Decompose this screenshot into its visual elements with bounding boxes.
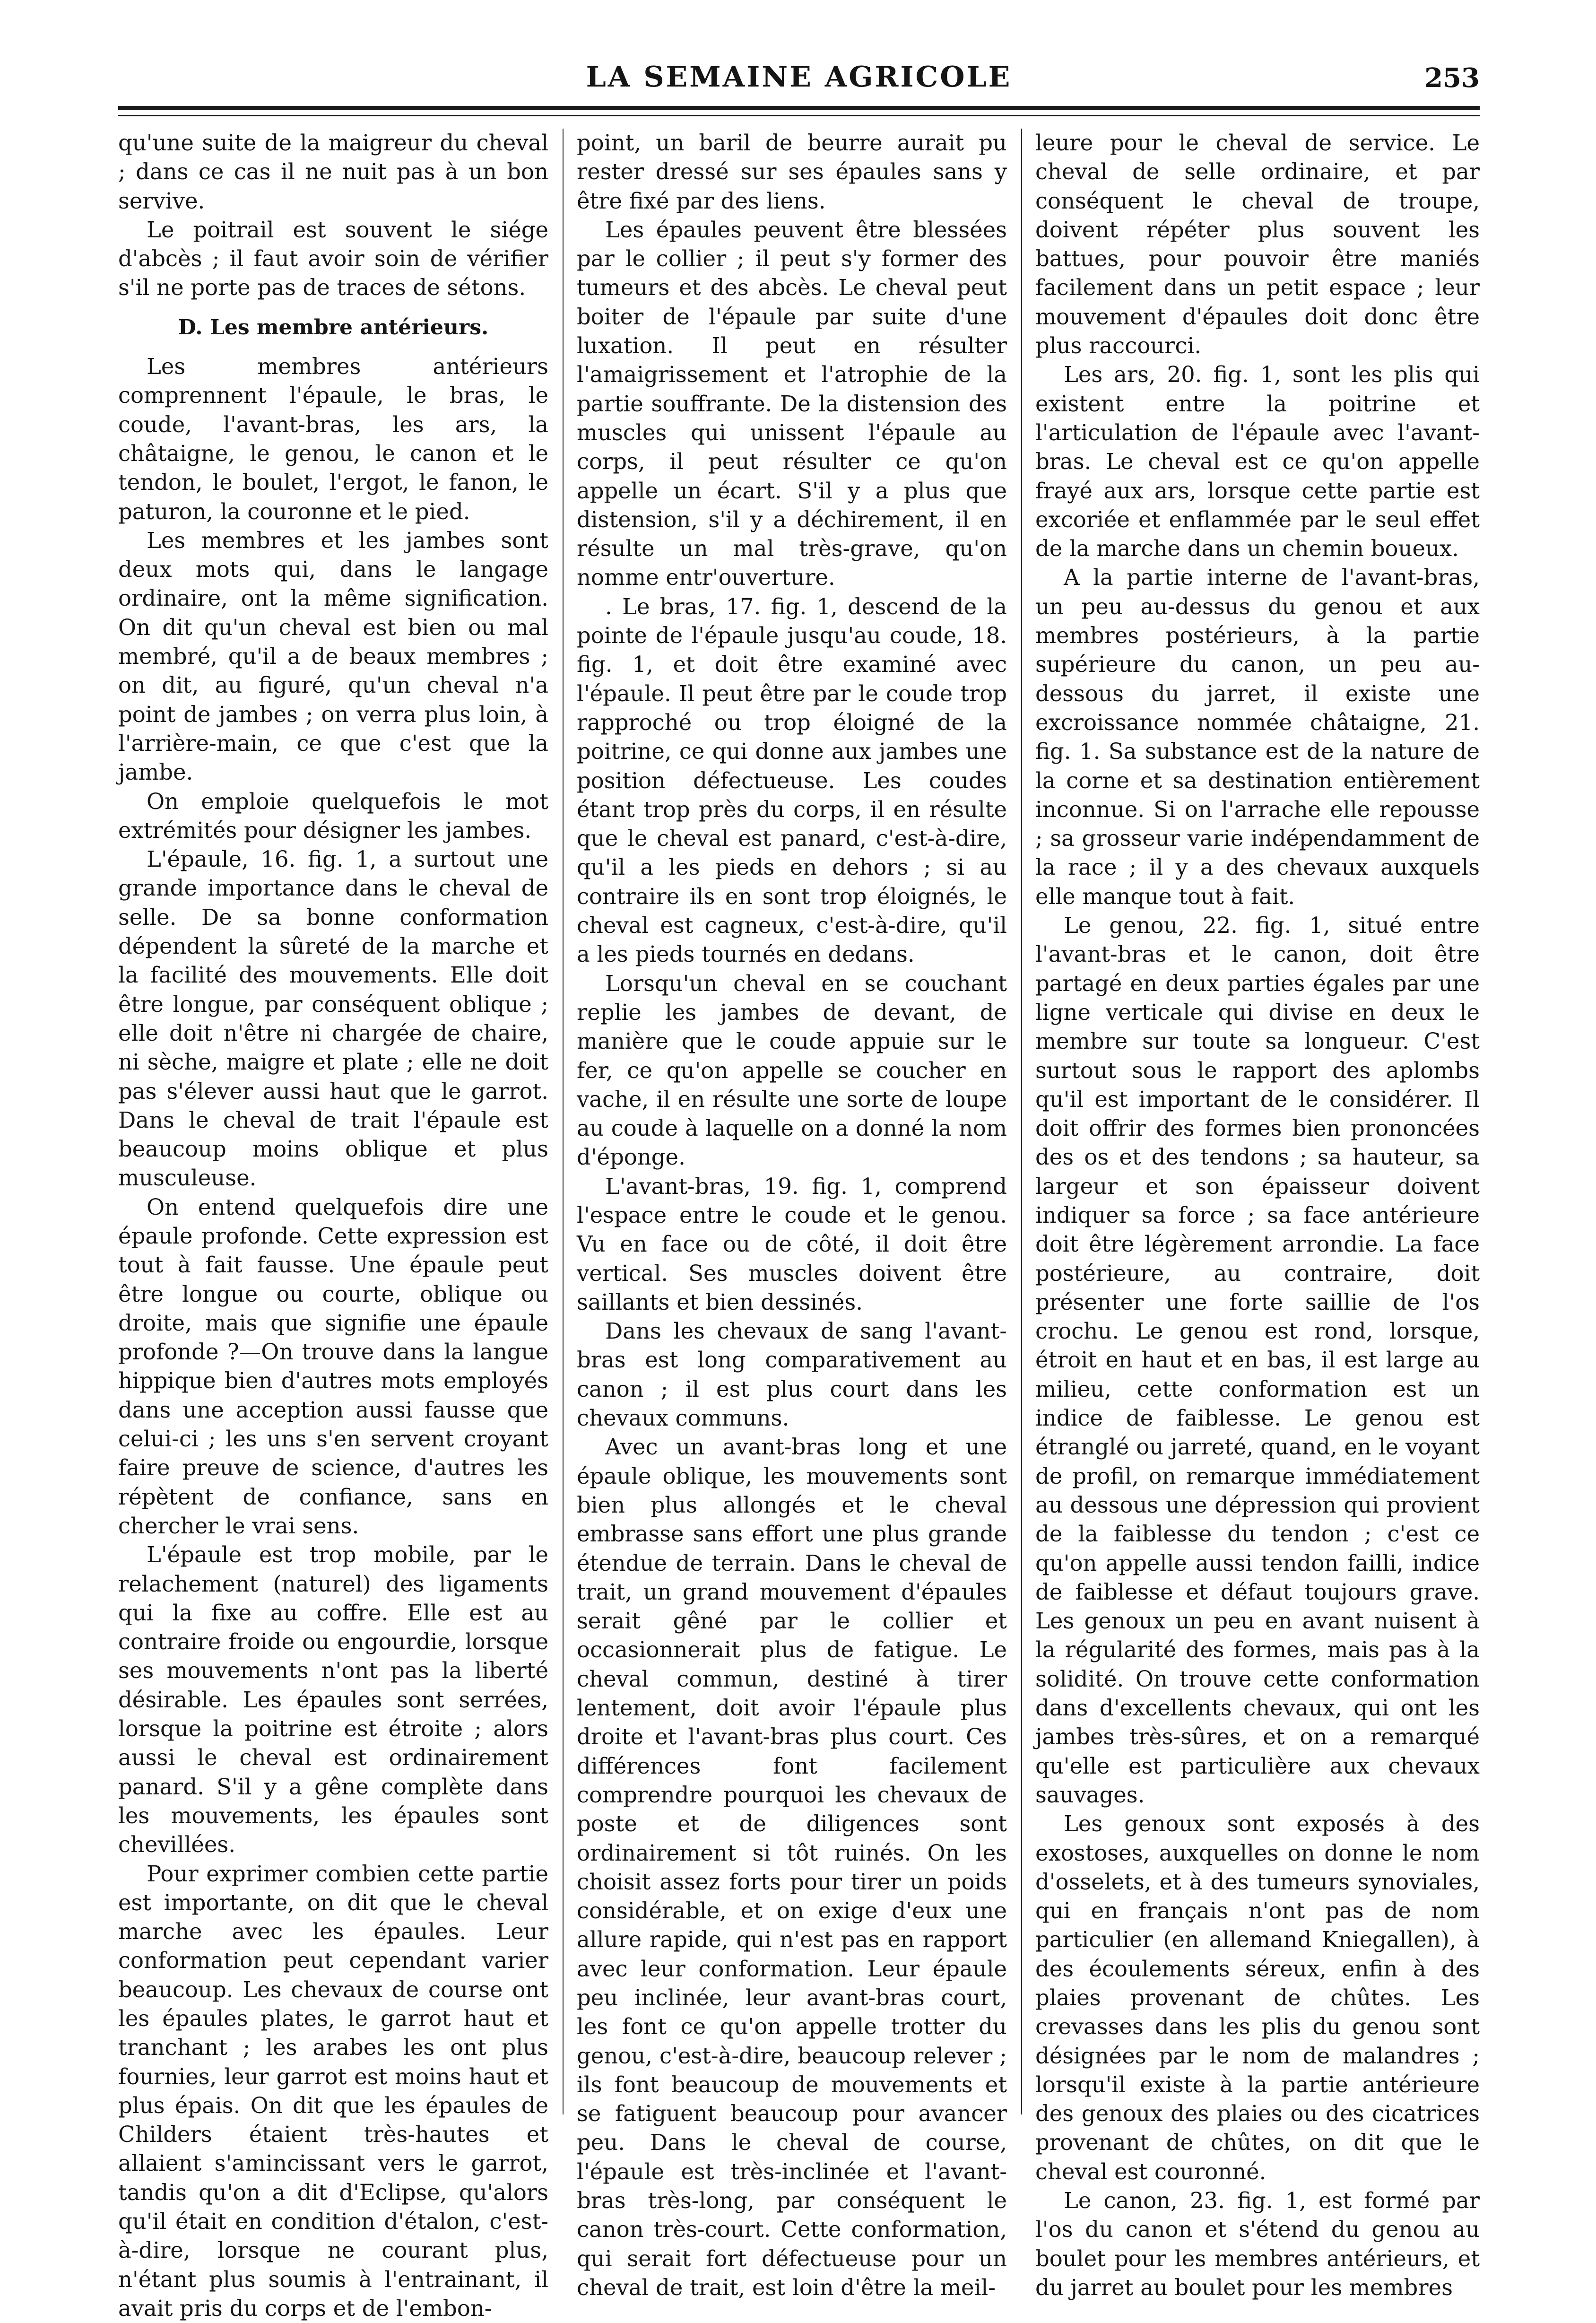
text-column-1 bbox=[118, 129, 548, 2321]
journal-title: LA SEMAINE AGRICOLE bbox=[586, 61, 1012, 94]
page-header bbox=[118, 56, 1480, 101]
text-column-3 bbox=[1035, 129, 1480, 2300]
paragraph: Avec un avant-bras long et une épaule oblique, les mouvements sont bien plus allongés et le cheval embrasse sans effort une plus grande étendue de terrain. Dans le cheval de trait, un grand mouvement d'épaules serait gêné par le collier et occasionnerait plus de fatigue. Le cheval commun, destiné à tirer lentement, doit avoir l'épaule plus droite et l'avant-bras plus court. Ces différences font facilement comprendre pourquoi les chevaux de poste et de diligences sont ordinairement si tôt ruinés. On les choisit assez forts pour tirer un poids considérable, et on exige d'eux une allure rapide, qui n'est pas en rapport avec leur conformation. Leur épaule peu inclinée, leur avant-bras court, les font ce qu'on appelle trotter du genou, c'est-à-dire, beaucoup relever ; ils font beaucoup de mouvements et se fatiguent beaucoup pour avancer peu. Dans le cheval de course, l'épaule est très-inclinée et l'avant-bras très-long, par conséquent le canon très-court. Cette conformation, qui serait fort défectueuse pour un cheval de trait, est loin d'être la meil- bbox=[577, 1434, 1007, 2300]
paragraph: L'épaule, 16. fig. 1, a surtout une grande importance dans le cheval de selle. De sa bonne conformation dépendent la sûreté de la marche et la facilité des mouvements. Elle doit être longue, par conséquent oblique ; elle doit n'être ni chargée de chaire, ni sèche, maigre et plate ; elle ne doit pas s'élever aussi haut que le garrot. Dans le cheval de trait l'épaule est beaucoup moins oblique et plus musculeuse. bbox=[118, 846, 548, 1191]
paragraph: L'avant-bras, 19. fig. 1, comprend l'espace entre le coude et le genou. Vu en face ou de côté, il doit être vertical. Ses muscles doivent être saillants et bien dessinés. bbox=[577, 1173, 1007, 1315]
continued-paragraph: qu'une suite de la maigreur du cheval ; dans ce cas il ne nuit pas à un bon servive. bbox=[118, 130, 548, 214]
continued-paragraph: point, un baril de beurre aurait pu rester dressé sur ses épaules sans y être fixé par des liens. bbox=[577, 130, 1007, 214]
paragraph: Le poitrail est souvent le siége d'abcès ; il faut avoir soin de vérifier s'il ne porte pas de traces de sétons. bbox=[118, 217, 548, 301]
paragraph: Lorsqu'un cheval en se couchant replie les jambes de devant, de manière que le coude appuie sur le fer, ce qu'on appelle se coucher en vache, il en résulte une sorte de loupe au coude à laquelle on a donné la nom d'éponge. bbox=[577, 970, 1007, 1170]
paragraph: A la partie interne de l'avant-bras, un peu au-dessus du genou et aux membres postérieurs, à la partie supérieure du canon, un peu au-dessous du jarret, il existe une excroissance nommée châtaigne, 21. fig. 1. Sa substance est de la nature de la corne et sa destination entièrement inconnue. Si on l'arrache elle repousse ; sa grosseur varie indépendamment de la race ; il y a des chevaux auxquels elle manque tout à fait. bbox=[1035, 565, 1480, 909]
paragraph: On entend quelquefois dire une épaule profonde. Cette expression est tout à fait fausse. Une épaule peut être longue ou courte, oblique ou droite, mais que signifie une épaule profonde ?—On trouve dans la langue hippique bien d'autres mots employés dans une acception aussi fausse que celui-ci ; les uns s'en servent croyant faire preuve de science, d'autres les répètent de confiance, sans en chercher le vrai sens. bbox=[118, 1194, 548, 1539]
paragraph: Le canon, 23. fig. 1, est formé par l'os du canon et s'étend du genou au boulet pour les membres antérieurs, et du jarret au boulet pour les membres bbox=[1035, 2188, 1480, 2300]
paragraph: Pour exprimer combien cette partie est importante, on dit que le cheval marche avec les épaules. Leur conformation peut cependant varier beaucoup. Les chevaux de course ont les épaules plates, le garrot haut et tranchant ; les arabes les ont plus fournies, leur garrot est moins haut et plus épais. On dit que les épaules de Childers étaient très-hautes et allaient s'amincissant vers le garrot, tandis qu'on a dit d'Eclipse, qu'alors qu'il était en condition d'étalon, c'est-à-dire, lorsque ne courant plus, n'étant plus soumis à l'entrainant, il avait pris du corps et de l'embon- bbox=[118, 1861, 548, 2321]
page-number: 253 bbox=[1424, 62, 1480, 94]
header-rule-thin bbox=[118, 115, 1480, 116]
paragraph: Les membres et les jambes sont deux mots qui, dans le langage ordinaire, ont la même signification. On dit qu'un cheval est bien ou mal membré, qu'il a de beaux membres ; on dit, au figuré, qu'un cheval n'a point de jambes ; on verra plus loin, à l'arrière-main, ce que c'est que la jambe. bbox=[118, 527, 548, 785]
column-divider-1 bbox=[563, 129, 564, 2114]
paragraph: Le genou, 22. fig. 1, situé entre l'avant-bras et le canon, doit être partagé en deux parties égales par une ligne verticale qui divise en deux le membre sur toute sa longueur. C'est surtout sous le rapport des aplombs qu'il est important de le considérer. Il doit offrir des formes bien prononcées des os et des tendons ; sa hauteur, sa largeur et son épaisseur doivent indiquer sa force ; sa face antérieure doit être légèrement arrondie. La face postérieure, au contraire, doit présenter une forte saillie de l'os crochu. Le genou est rond, lorsque, étroit en haut et en bas, il est large au milieu, cette conformation est un indice de faiblesse. Le genou est étranglé ou jarreté, quand, en le voyant de profil, on remarque immédiatement au dessous une dépression qui provient de la faiblesse du tendon ; c'est ce qu'on appelle aussi tendon failli, indice de faiblesse et défaut toujours grave. Les genoux un peu en avant nuisent à la régularité des formes, mais pas à la solidité. On trouve cette conformation dans d'excellents chevaux, qui ont les jambes très-sûres, et on a remarqué qu'elle est particulière aux chevaux sauvages. bbox=[1035, 913, 1480, 1808]
paragraph: Les ars, 20. fig. 1, sont les plis qui existent entre la poitrine et l'articulation de l'épaule avec l'avant-bras. Le cheval est ce qu'on appelle frayé aux ars, lorsque cette partie est excoriée et enflammée par le seul effet de la marche dans un chemin boueux. bbox=[1035, 362, 1480, 562]
paragraph: Les membres antérieurs comprennent l'épaule, le bras, le coude, l'avant-bras, les ars, la châtaigne, le genou, le canon et le tendon, le boulet, l'ergot, le fanon, le paturon, la couronne et le pied. bbox=[118, 354, 548, 524]
header-rule-thick bbox=[118, 106, 1480, 110]
paragraph: . Le bras, 17. fig. 1, descend de la pointe de l'épaule jusqu'au coude, 18. fig. 1, et doit être examiné avec l'épaule. Il peut être par le coude trop rapproché ou trop éloigné de la poitrine, ce qui donne aux jambes une position défectueuse. Les coudes étant trop près du corps, il en résulte que le cheval est panard, c'est-à-dire, qu'il a les pieds en dehors ; si au contraire ils en sont trop éloignés, le cheval est cagneux, c'est-à-dire, qu'il a les pieds tournés en dedans. bbox=[577, 593, 1007, 967]
section-heading: D. Les membre antérieurs. bbox=[178, 315, 489, 339]
paragraph: Les genoux sont exposés à des exostoses, auxquelles on donne le nom d'osselets, et à des tumeurs synoviales, qui en français n'ont pas de nom particulier (en allemand Kniegallen), à des écoulements séreux, enfin à des plaies provenant de chûtes. Les crevasses dans les plis du genou sont désignées par le nom de malandres ; lorsqu'il existe à la partie antérieure des genoux des plaies ou des cicatrices provenant de chûtes, on dit que le cheval est couronné. bbox=[1035, 1811, 1480, 2184]
paragraph: L'épaule est trop mobile, par le relachement (naturel) des ligaments qui la fixe au coffre. Elle est au contraire froide ou engourdie, lorsque ses mouvements n'ont pas la liberté désirable. Les épaules sont serrées, lorsque la poitrine est étroite ; alors aussi le cheval est ordinairement panard. S'il y a gêne complète dans les mouvements, les épaules sont chevillées. bbox=[118, 1542, 548, 1858]
text-column-2 bbox=[577, 129, 1007, 2300]
continued-paragraph: leure pour le cheval de service. Le cheval de selle ordinaire, et par conséquent le cheval de troupe, doivent répéter plus souvent les battues, pour pouvoir être maniés facilement dans un petit espace ; leur mouvement d'épaules doit donc être plus raccourci. bbox=[1035, 130, 1480, 359]
paragraph: On emploie quelquefois le mot extrémités pour désigner les jambes. bbox=[118, 788, 548, 843]
paragraph: Dans les chevaux de sang l'avant-bras est long comparativement au canon ; il est plus court dans les chevaux communs. bbox=[577, 1318, 1007, 1431]
column-divider-2 bbox=[1021, 129, 1022, 2114]
paragraph: Les épaules peuvent être blessées par le collier ; il peut s'y former des tumeurs et des abcès. Le cheval peut boiter de l'épaule par suite d'une luxation. Il peut en résulter l'amaigrissement et l'atrophie de la partie souffrante. De la distension des muscles qui unissent l'épaule au corps, il peut résulter ce qu'on appelle un écart. S'il y a plus que distension, s'il y a déchirement, il en résulte un mal très-grave, qu'on nomme entr'ouverture. bbox=[577, 217, 1007, 591]
